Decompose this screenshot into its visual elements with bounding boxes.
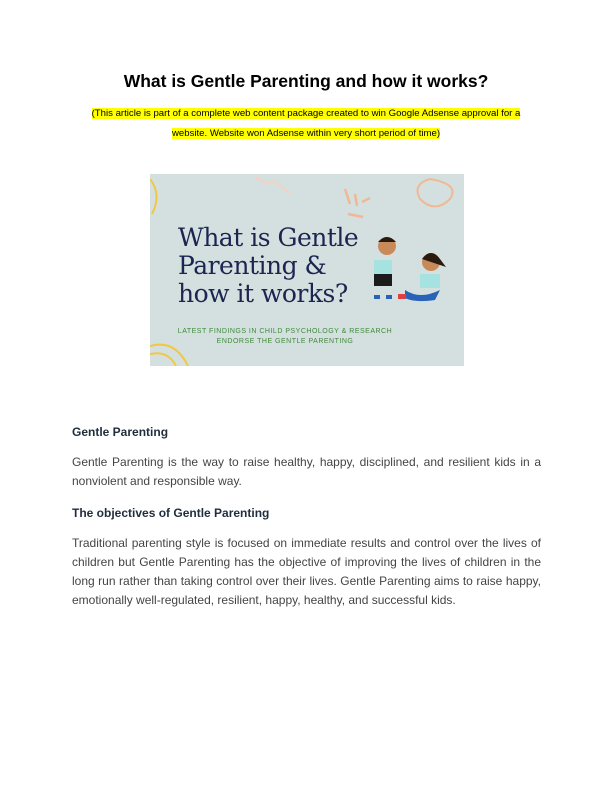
highlighted-note: (This article is part of a complete web content package created to win Google Adsense approval for a website. Website won Adsense within very short period of time) (91, 108, 521, 139)
section-objectives (72, 506, 541, 610)
section-heading: The objectives of Gentle Parenting (72, 506, 270, 520)
section-body: Gentle Parenting is the way to raise healthy, happy, disciplined, and resilient kids in a nonviolent and responsible way. (72, 455, 541, 488)
section-heading: Gentle Parenting (72, 425, 169, 439)
section-gentle-parenting (72, 425, 541, 491)
page-title: What is Gentle Parenting and how it works? (123, 71, 489, 91)
hero-heading: What is Gentle Parenting & how it works? (178, 223, 359, 308)
hero-image (150, 174, 464, 366)
hero-subtitle: LATEST FINDINGS IN CHILD PSYCHOLOGY & RESEARCH ENDORSE THE GENTLE PARENTING (177, 328, 393, 345)
section-body: Traditional parenting style is focused on immediate results and control over the lives of children but Gentle Parenting has the objective of improving the lives of children in the long run rather than taking control over their lives. Gentle Parenting aims to raise happy, emotionally well-regulated, resilient, happy, healthy, and successful kids. (72, 536, 541, 607)
